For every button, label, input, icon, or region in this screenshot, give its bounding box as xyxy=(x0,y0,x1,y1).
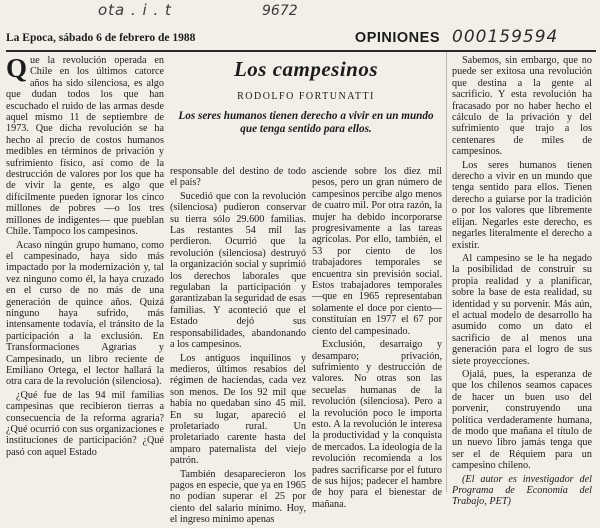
paragraph: Los seres humanos tienen derecho a vivir en un mundo que tenga sentido para ellos. Tienen derecho a guiarse por la tradición o por los valores que libremente elijan. Negarles este derecho, es negarles literalmente el derecho a existir. xyxy=(452,159,592,251)
article-title: Los campesinos xyxy=(233,57,379,81)
dateline: La Epoca, sábado 6 de febrero de 1988 xyxy=(6,32,196,44)
masthead xyxy=(6,32,440,48)
paragraph: Ojalá, pues, la esperanza de que los chilenos seamos capaces de hacer un buen uso del porvenir, construyendo una política verdaderamente humana, de modo que mañana el título de un nuevo libro jamás tenga que ser el de Réquiem para un campesino chileno. xyxy=(452,368,592,472)
column-divider xyxy=(446,52,447,492)
section-label: OPINIONES xyxy=(354,30,440,46)
article-column-3 xyxy=(312,166,442,512)
paragraph: También desaparecieron los pagos en especie, que ya en 1965 no podían superar el 25 por ciento del salario mínimo. Hoy, el ingreso mínimo apenas xyxy=(170,468,306,526)
paragraph: responsable del destino de todo el país? xyxy=(170,166,306,189)
article-column-1 xyxy=(6,55,164,460)
article-column-4 xyxy=(452,55,592,510)
paragraph: Sabemos, sin embargo, que no puede ser exitosa una revolución que destina a la gente al sacrificio. Y esta revolución ha fracasado por no haber hecho el cálculo de la privación y del sufrimiento que trajo a los centenares de miles de campesinos. xyxy=(452,55,592,158)
paragraph: Exclusión, desarraigo y desamparo; privación, sufrimiento y destrucción de valores. No otras son las secuelas humanas de la revolución (silenciosa). Pero a la revolución poco le importa esto. A la revolución le interesa la productividad y la conquista de mercados. La ideología de la revolución recomienda a los padres sacrificarse por el futuro de sus hijos; padecer el hambre de hoy para el bienestar de mañana. xyxy=(312,339,442,510)
header-rule xyxy=(6,50,596,52)
dropcap: Q xyxy=(6,53,28,83)
paragraph xyxy=(6,55,164,238)
author-byline: RODOLFO FORTUNATTI xyxy=(237,91,375,102)
paragraph: Acaso ningún grupo humano, como el campesinado, haya sido más impactado por la modernización y, tal vez ninguno como él, la haya cruzado en el curso de no más de una generación de quince años. Quizá ninguno haya sufrido, más intensamente todavía, el tránsito de la participación a la exclusión. En Transformaciones Agrarias y Campesinado, un libro reciente de Emiliano Ortega, el lector hallará la otra cara de la revolución (silenciosa). xyxy=(6,239,164,388)
paragraph-text: ue la revolución operada en Chile en los últimos catorce años ha sido silenciosa, es algo que dudan todos los que han escuchado el ruido de las armas desde aquel mismo 11 de septiembre de 1973. Que dicha revolución se ha hecho al precio de costos humanos medibles en términos de privación y sufrimiento físico, así como de la destrucción de valores por los que ha de vivir la gente, es algo que difícilmente pueden ignorar los cinco millones de pobres —o los tres millones de indigentes— que pueblan Chile. Tampoco los campesinos. xyxy=(6,55,164,238)
paragraph: Sucedió que con la revolución (silenciosa) pudieron conservar su tierra sólo 29.600 familias. Las restantes 54 mil las perdieron. Ocurrió que la revolución (silenciosa) destruyó la organización social y suprimió los derechos laborales que regulaban la participación y garantizaban la seguridad de esas familias. Y aconteció que el Estado dejó sus responsabilidades, abandonando a los campesinos. xyxy=(170,190,306,351)
paragraph: ¿Qué fue de las 94 mil familias campesinas que recibieron tierras a consecuencia de la reforma agraria? ¿Qué ocurrió con sus organizaciones e instituciones de participación? ¿Qué pasó con aquel Estado xyxy=(6,389,164,458)
paragraph: Los antiguos inquilinos y medieros, últimos resabios del régimen de haciendas, cada vez son menos. De los 92 mil que había no quedaban sino 45 mil. En su lugar, apareció el proletariado rural. Un proletariado carente hasta del amparo paternalista del viejo patrón. xyxy=(170,352,306,467)
article-lede: Los seres humanos tienen derecho a vivir en un mundo que tenga sentido para ellos. xyxy=(178,110,434,135)
handwritten-number: 9672 xyxy=(262,3,298,19)
article-column-2 xyxy=(170,166,306,528)
handwritten-scrawl: ota . i . t xyxy=(98,1,172,19)
author-note: (El autor es investigador del Programa de Economía del Trabajo, PET) xyxy=(452,473,592,508)
paragraph: asciende sobre los diez mil pesos, pero un gran número de campesinos percibe algo menos de cuatro mil. Por otra razón, la mujer ha debido incorporarse progresivamente a las tareas agrícolas. Por ello, también, el 53 por ciento de los trabajadores temporales se encuentra sin previsión social. Estos trabajadores temporales —que en 1965 representaban solamente el doce por ciento— constituían en 1977 el 67 por ciento del campesinado. xyxy=(312,166,442,337)
paragraph: Al campesino se le ha negado la posibilidad de construir su propia realidad y a planificar, sobre la base de esta realidad, su identidad y su porvenir. Más aún, el actual modelo de desarrollo ha asumido como un dato el sacrificio de al menos una generación para el logro de sus siete proyecciones. xyxy=(452,252,592,367)
handwritten-clipping-id: 000159594 xyxy=(452,27,559,47)
headline-block xyxy=(170,57,442,136)
